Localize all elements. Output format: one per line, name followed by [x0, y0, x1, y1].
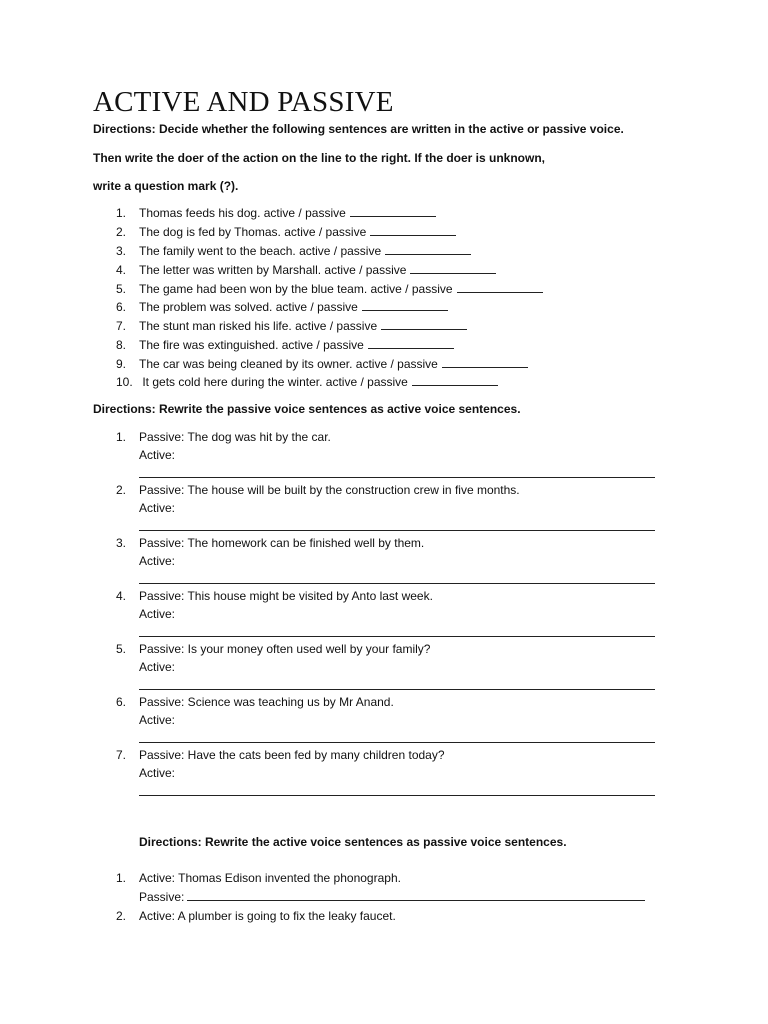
part2-item-1: [116, 430, 331, 444]
item-sentence: The game had been won by the blue team.: [139, 282, 368, 296]
part1-item-9: [116, 356, 528, 371]
item-number: 2.: [116, 483, 127, 497]
directions-1-line-3: write a question mark (?).: [93, 179, 239, 193]
answer-line[interactable]: [139, 689, 655, 690]
answer-blank[interactable]: [457, 281, 543, 293]
item-number: 4.: [116, 589, 127, 603]
part1-item-4: [116, 262, 496, 277]
item-sentence: Passive: This house might be visited by Anto last week.: [139, 589, 433, 603]
choice-text: active / passive: [324, 263, 407, 277]
item-number: 10.: [116, 375, 133, 389]
item-sentence: It gets cold here during the winter.: [142, 375, 323, 389]
answer-line[interactable]: [139, 583, 655, 584]
answer-blank[interactable]: [410, 262, 496, 274]
answer-line[interactable]: [139, 477, 655, 478]
directions-1-line-1: Directions: Decide whether the following sentences are written in the active or passive voice.: [93, 122, 624, 136]
item-sentence: The fire was extinguished.: [139, 338, 279, 352]
part1-item-10: [116, 374, 498, 389]
item-number: 2.: [116, 225, 127, 239]
choice-text: active / passive: [281, 338, 364, 352]
answer-blank[interactable]: [385, 243, 471, 255]
item-sentence: Active: Thomas Edison invented the phonograph.: [139, 871, 401, 885]
item-number: 3.: [116, 244, 127, 258]
item-sentence: The stunt man risked his life.: [139, 319, 292, 333]
item-sentence: The problem was solved.: [139, 300, 273, 314]
item-number: 9.: [116, 357, 127, 371]
directions-1-line-2: Then write the doer of the action on the line to the right. If the doer is unknown,: [93, 151, 546, 165]
item-sentence: Passive: Have the cats been fed by many children today?: [139, 748, 445, 762]
item-sentence: The dog is fed by Thomas.: [139, 225, 281, 239]
answer-label: Active:: [139, 448, 176, 462]
answer-line[interactable]: [139, 795, 655, 796]
item-number: 1.: [116, 206, 127, 220]
part3-item-1: [116, 871, 401, 885]
answer-blank[interactable]: [412, 374, 498, 386]
item-sentence: The letter was written by Marshall.: [139, 263, 322, 277]
item-number: 4.: [116, 263, 127, 277]
answer-line[interactable]: [139, 636, 655, 637]
item-sentence: Thomas feeds his dog.: [139, 206, 261, 220]
answer-label: Active:: [139, 660, 176, 674]
answer-line[interactable]: [139, 530, 655, 531]
item-number: 1.: [116, 871, 127, 885]
answer-blank[interactable]: [381, 318, 467, 330]
item-number: 1.: [116, 430, 127, 444]
answer-label: Active:: [139, 554, 176, 568]
part2-item-5: [116, 642, 430, 656]
item-sentence: Passive: The dog was hit by the car.: [139, 430, 331, 444]
part2-item-3: [116, 536, 424, 550]
item-number: 5.: [116, 282, 127, 296]
directions-3: Directions: Rewrite the active voice sentences as passive voice sentences.: [139, 835, 567, 849]
answer-blank[interactable]: [442, 356, 528, 368]
item-number: 7.: [116, 748, 127, 762]
part2-item-4: [116, 589, 433, 603]
item-sentence: The car was being cleaned by its owner.: [139, 357, 353, 371]
item-number: 3.: [116, 536, 127, 550]
directions-2: Directions: Rewrite the passive voice sentences as active voice sentences.: [93, 402, 521, 416]
choice-text: active / passive: [295, 319, 378, 333]
item-number: 6.: [116, 695, 127, 709]
part1-item-8: [116, 337, 454, 352]
item-sentence: Passive: Is your money often used well by your family?: [139, 642, 431, 656]
choice-text: active / passive: [263, 206, 346, 220]
item-number: 5.: [116, 642, 127, 656]
choice-text: active / passive: [284, 225, 367, 239]
part3-item-2: [116, 909, 396, 923]
answer-label: Active:: [139, 501, 176, 515]
answer-blank[interactable]: [368, 337, 454, 349]
answer-row: [139, 889, 645, 904]
part1-item-7: [116, 318, 467, 333]
part1-item-2: [116, 224, 456, 239]
part2-item-2: [116, 483, 520, 497]
answer-line[interactable]: [139, 742, 655, 743]
choice-text: active / passive: [355, 357, 438, 371]
part1-item-6: [116, 299, 448, 314]
answer-label: Passive:: [139, 890, 185, 904]
part1-item-3: [116, 243, 471, 258]
item-sentence: Passive: The homework can be finished well by them.: [139, 536, 425, 550]
item-number: 2.: [116, 909, 127, 923]
part1-item-5: [116, 281, 543, 296]
item-sentence: Active: A plumber is going to fix the leaky faucet.: [139, 909, 396, 923]
choice-text: active / passive: [370, 282, 453, 296]
item-number: 6.: [116, 300, 127, 314]
item-number: 7.: [116, 319, 127, 333]
answer-blank[interactable]: [362, 299, 448, 311]
item-sentence: Passive: The house will be built by the construction crew in five months.: [139, 483, 520, 497]
choice-text: active / passive: [325, 375, 408, 389]
part1-item-1: [116, 205, 436, 220]
answer-label: Active:: [139, 607, 176, 621]
answer-label: Active:: [139, 713, 176, 727]
item-sentence: The family went to the beach.: [139, 244, 296, 258]
answer-blank[interactable]: [187, 889, 645, 901]
item-sentence: Passive: Science was teaching us by Mr Anand.: [139, 695, 394, 709]
answer-blank[interactable]: [370, 224, 456, 236]
answer-blank[interactable]: [350, 205, 436, 217]
part2-item-7: [116, 748, 445, 762]
part2-item-6: [116, 695, 394, 709]
choice-text: active / passive: [275, 300, 358, 314]
item-number: 8.: [116, 338, 127, 352]
answer-label: Active:: [139, 766, 176, 780]
choice-text: active / passive: [299, 244, 382, 258]
page-title: ACTIVE AND PASSIVE: [93, 86, 394, 118]
